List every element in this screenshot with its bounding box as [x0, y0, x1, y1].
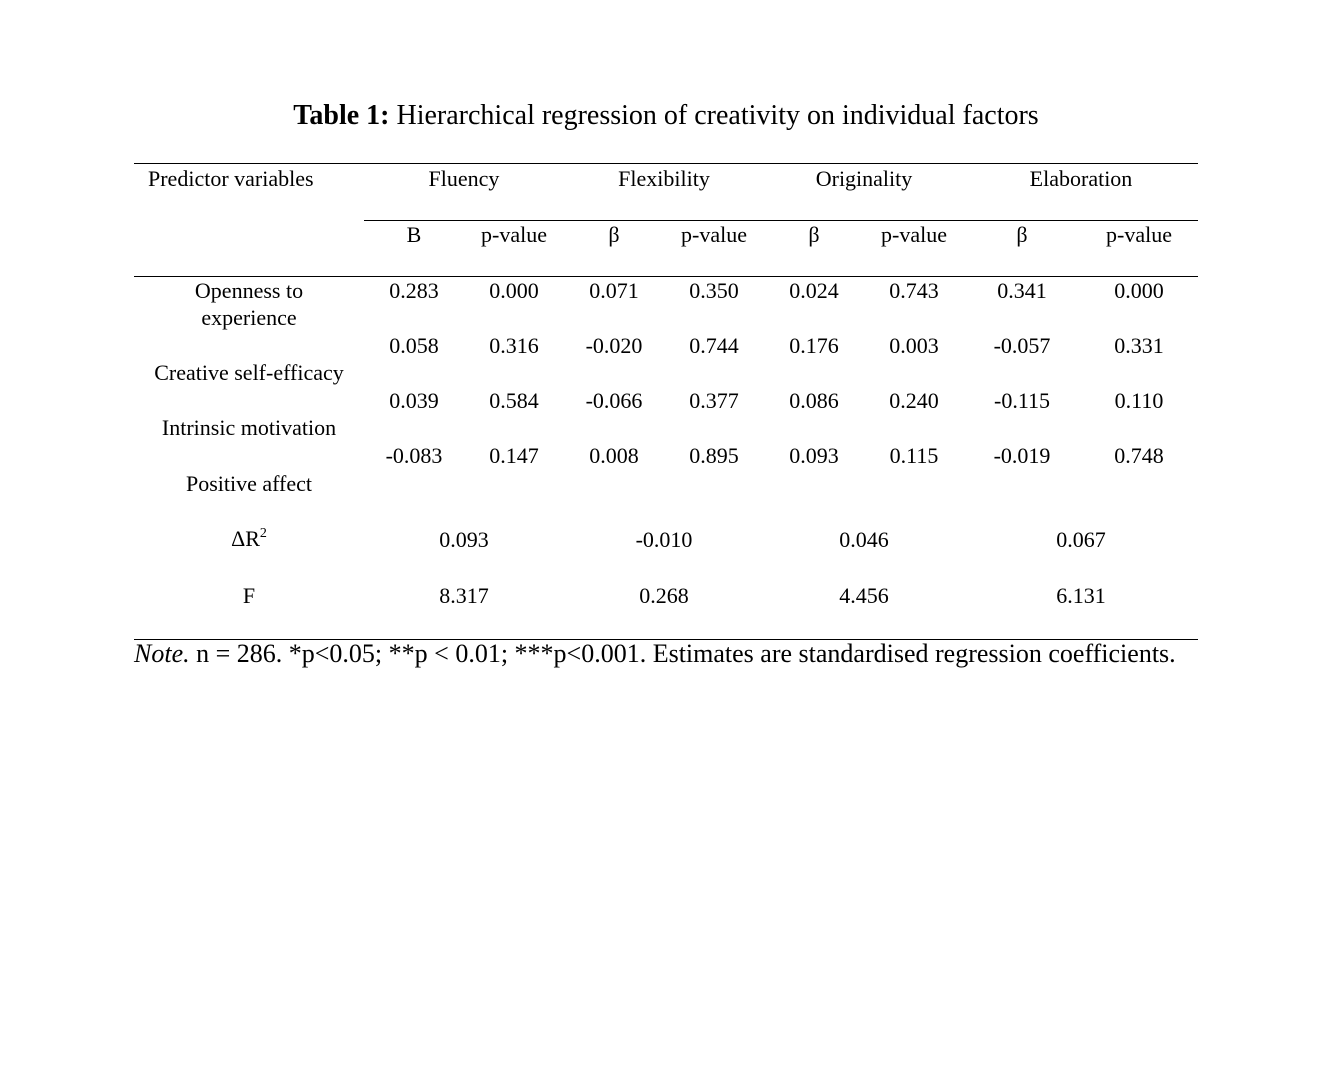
- regression-table: [134, 163, 1198, 640]
- table-cell: 0.748: [1114, 443, 1164, 468]
- subheader-elaboration-p: p-value: [1106, 222, 1172, 247]
- table-note: [134, 637, 1198, 670]
- table-note-text: n = 286. *p<0.05; **p < 0.01; ***p<0.001. Estimates are standardised regression coefficients.: [196, 639, 1176, 668]
- f-stat-originality: 4.456: [839, 583, 889, 608]
- table-cell: 0.086: [789, 388, 839, 413]
- table-cell: -0.066: [585, 388, 643, 413]
- table-cell: 0.024: [789, 278, 839, 303]
- table-cell: 0.316: [489, 333, 539, 358]
- table-cell: 0.744: [689, 333, 739, 358]
- predictor-creative-self-efficacy: Creative self-efficacy: [154, 360, 344, 385]
- group-header-flexibility: Flexibility: [618, 166, 710, 191]
- predictor-intrinsic-motivation: Intrinsic motivation: [161, 415, 337, 440]
- table-cell: 0.039: [389, 388, 439, 413]
- table-cell: 0.176: [789, 333, 839, 358]
- table-cell: 0.115: [889, 443, 939, 468]
- subheader-flexibility-p: p-value: [681, 222, 747, 247]
- table-cell: 0.147: [489, 443, 539, 468]
- table-cell: -0.083: [385, 443, 443, 468]
- table-cell: -0.020: [585, 333, 643, 358]
- table-cell: 0.003: [889, 333, 939, 358]
- table-cell: 0.341: [997, 278, 1047, 303]
- delta-r2-elaboration: 0.067: [1056, 527, 1106, 552]
- table-cell: 0.377: [689, 388, 739, 413]
- delta-r2-fluency: 0.093: [439, 527, 489, 552]
- table-note-label: Note.: [134, 639, 190, 668]
- subheader-flexibility-beta: β: [608, 222, 620, 247]
- table-cell: -0.057: [993, 333, 1051, 358]
- f-stat-elaboration: 6.131: [1056, 583, 1106, 608]
- table-cell: 0.350: [689, 278, 739, 303]
- predictor-positive-affect: Positive affect: [185, 471, 313, 496]
- table-cell: 0.283: [389, 278, 439, 303]
- delta-r2-originality: 0.046: [839, 527, 889, 552]
- table-cell: -0.019: [993, 443, 1051, 468]
- table-cell: 0.000: [1114, 278, 1164, 303]
- predictor-header: Predictor variables: [148, 166, 314, 191]
- table-cell: 0.240: [889, 388, 939, 413]
- table-cell: 0.058: [389, 333, 439, 358]
- delta-r2-flexibility: -0.010: [635, 527, 693, 552]
- delta-r2-superscript: 2: [259, 526, 267, 541]
- predictor-openness-line1: Openness to: [194, 278, 304, 303]
- table-title: [0, 100, 1332, 132]
- group-header-originality: Originality: [815, 166, 913, 191]
- delta-r2-label-text: ΔR: [231, 526, 260, 551]
- table-cell: 0.895: [689, 443, 739, 468]
- predictor-openness: [134, 277, 364, 331]
- group-header-elaboration: Elaboration: [1029, 166, 1133, 191]
- predictor-openness-line2: experience: [201, 305, 297, 330]
- table-cell: 0.584: [489, 388, 539, 413]
- subheader-fluency-p: p-value: [481, 222, 547, 247]
- table-cell: 0.071: [589, 278, 639, 303]
- subheader-elaboration-beta: β: [1016, 222, 1028, 247]
- table-cell: 0.093: [789, 443, 839, 468]
- table-cell: 0.743: [889, 278, 939, 303]
- f-stat-flexibility: 0.268: [639, 583, 689, 608]
- table-cell: -0.115: [993, 388, 1051, 413]
- group-header-fluency: Fluency: [428, 166, 500, 191]
- table-cell: 0.110: [1114, 388, 1164, 413]
- delta-r2-label: [134, 525, 364, 552]
- table-title-text: Hierarchical regression of creativity on individual factors: [396, 100, 1039, 131]
- subheader-fluency-b: B: [406, 222, 422, 247]
- table-cell: 0.008: [589, 443, 639, 468]
- f-stat-label: F: [242, 583, 256, 608]
- table-cell: 0.000: [489, 278, 539, 303]
- f-stat-fluency: 8.317: [439, 583, 489, 608]
- subheader-originality-beta: β: [808, 222, 820, 247]
- subheader-originality-p: p-value: [881, 222, 947, 247]
- table-cell: 0.331: [1114, 333, 1164, 358]
- table-title-label: Table 1:: [293, 100, 390, 131]
